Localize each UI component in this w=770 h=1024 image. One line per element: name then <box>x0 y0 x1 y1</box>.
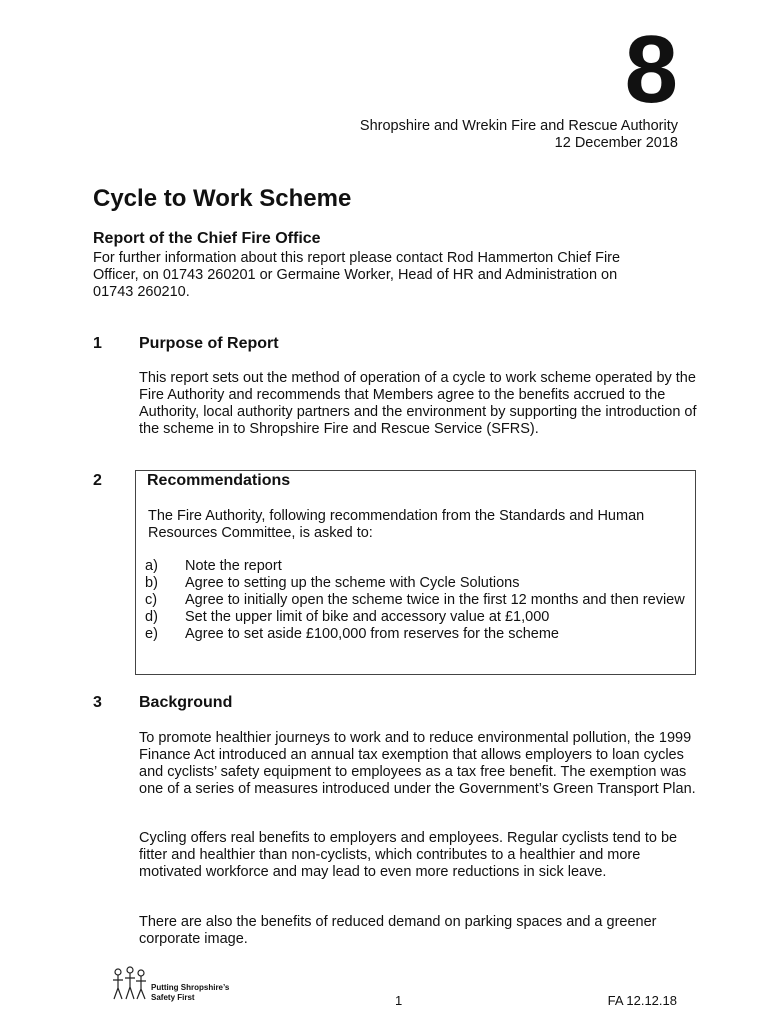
list-item-text: Agree to setting up the scheme with Cycle Solutions <box>185 575 520 591</box>
section-2-number: 2 <box>93 472 102 489</box>
meeting-date: 12 December 2018 <box>554 135 678 151</box>
logo-tagline <box>151 983 229 1003</box>
people-logo-icon <box>110 966 150 1002</box>
logo-tagline-line-2: Safety First <box>151 993 195 1002</box>
list-item <box>145 609 690 626</box>
list-item-letter: c) <box>145 592 158 608</box>
section-1-heading: Purpose of Report <box>139 335 279 352</box>
background-paragraph-3: There are also the benefits of reduced demand on parking spaces and a greener corporate image. <box>139 914 657 947</box>
list-item-letter: d) <box>145 609 158 625</box>
background-paragraph-1: To promote healthier journeys to work and to reduce environmental pollution, the 1999 Finance Act introduced an annual tax exemption that allows employers to loan cycles and cyclists’ safety equipment to employees as a tax free benefit. The exemption was one of a series of measures introduced under the Government’s Green Transport Plan. <box>139 730 696 797</box>
section-1-number: 1 <box>93 335 102 352</box>
agenda-item-number: 8 <box>624 16 678 123</box>
list-item-letter: e) <box>145 626 158 642</box>
list-item <box>145 575 690 592</box>
list-item-text: Agree to set aside £100,000 from reserves for the scheme <box>185 626 559 642</box>
list-item-letter: a) <box>145 558 158 574</box>
section-3-number: 3 <box>93 694 102 711</box>
list-item <box>145 626 690 643</box>
report-subtitle: Report of the Chief Fire Office <box>93 230 321 247</box>
list-item-text: Set the upper limit of bike and accessory value at £1,000 <box>185 609 550 625</box>
page-title: Cycle to Work Scheme <box>93 185 352 212</box>
section-2-heading: Recommendations <box>147 472 291 489</box>
page-number: 1 <box>395 993 403 1008</box>
list-item <box>145 592 690 609</box>
footer-reference: FA 12.12.18 <box>607 993 677 1008</box>
section-1-text: This report sets out the method of operation of a cycle to work scheme operated by the Fire Authority and recommends that Members agree to the benefits accrued to the Authority, local authority partners and the environment by supporting the introduction of the scheme in to Shropshire Fire and Rescue Service (SFRS). <box>139 370 697 437</box>
authority-name: Shropshire and Wrekin Fire and Rescue Authority <box>359 118 678 134</box>
recommendations-intro: The Fire Authority, following recommendation from the Standards and Human Resources Committee, is asked to: <box>148 508 645 541</box>
logo-tagline-line-1: Putting Shropshire’s <box>151 983 230 992</box>
list-item-text: Note the report <box>185 558 282 574</box>
contact-info: For further information about this report please contact Rod Hammerton Chief Fire Officer, on 01743 260201 or Germaine Worker, Head of HR and Administration on 01743 260210. <box>93 250 621 300</box>
section-3-heading: Background <box>139 694 233 711</box>
background-paragraph-2: Cycling offers real benefits to employers and employees. Regular cyclists tend to be fitter and healthier than non-cyclists, which contributes to a healthier and more motivated workforce and may lead to even more reductions in sick leave. <box>139 830 678 880</box>
recommendations-list <box>145 558 690 643</box>
list-item <box>145 558 690 575</box>
list-item-letter: b) <box>145 575 158 591</box>
list-item-text: Agree to initially open the scheme twice in the first 12 months and then review <box>185 592 685 608</box>
